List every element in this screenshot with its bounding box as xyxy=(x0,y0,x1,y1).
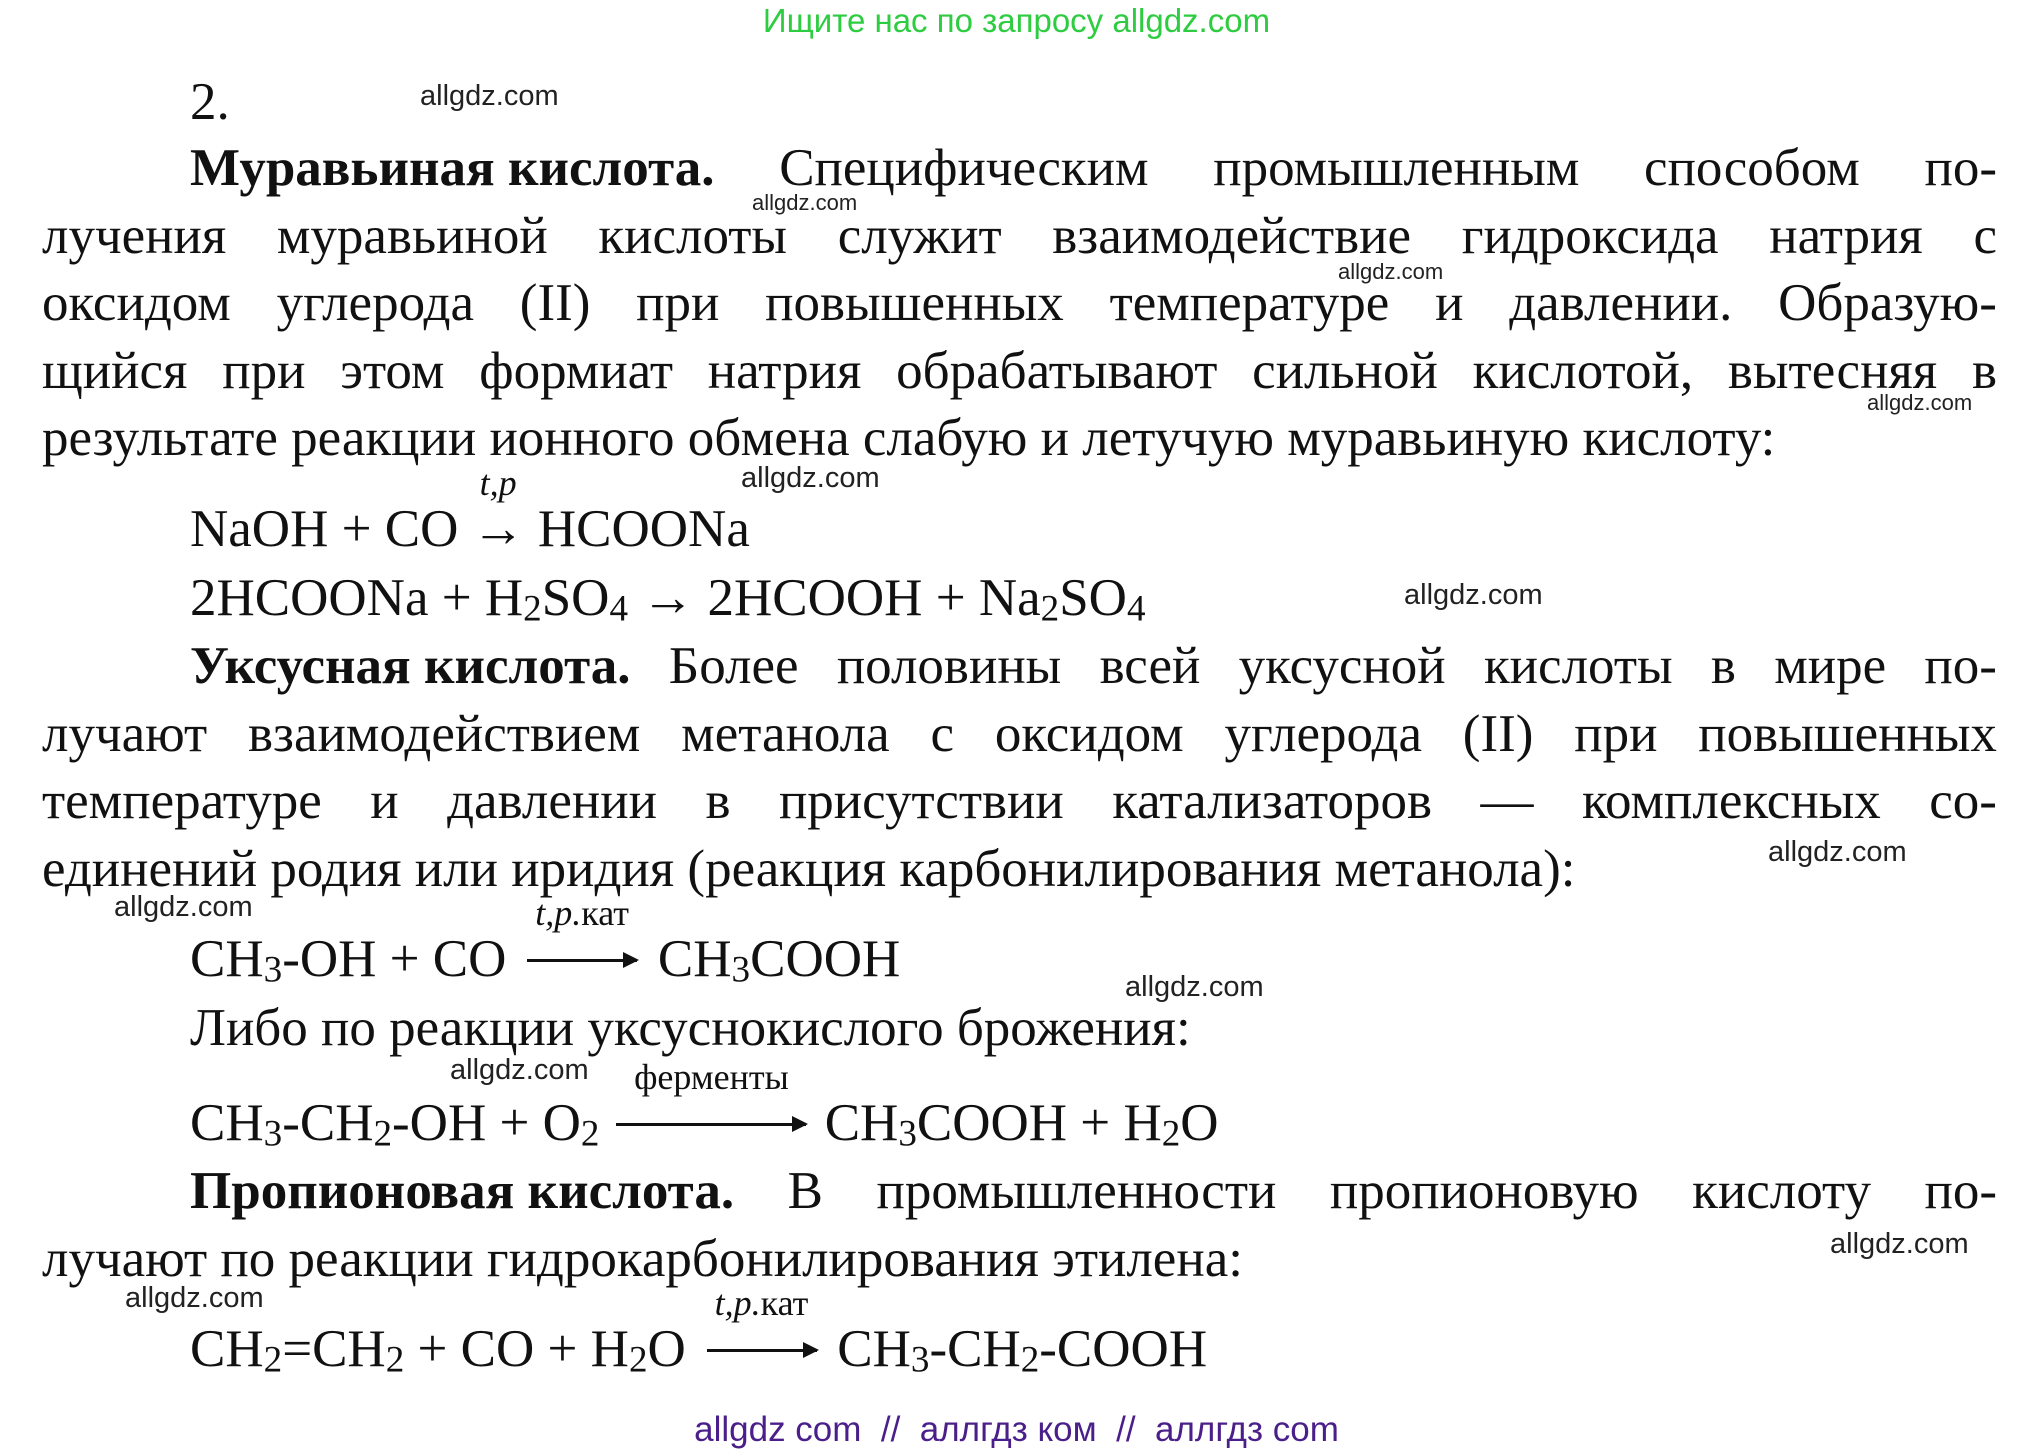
word: в xyxy=(1971,342,1997,400)
arrow-condition: t,p. xyxy=(714,1283,761,1323)
word: Специфическим xyxy=(779,139,1149,197)
watermark: allgdz.com xyxy=(125,1282,264,1314)
word: температуре xyxy=(42,772,322,830)
word: катализаторов xyxy=(1112,772,1433,830)
arrow-condition: кат xyxy=(581,893,630,933)
word: мире xyxy=(1774,637,1887,695)
word: при xyxy=(1574,705,1658,763)
formic-line-5: результате реакции ионного обмена слабую и летучую муравьиную кислоту: xyxy=(42,409,1776,467)
task-number: 2. xyxy=(190,73,230,131)
word: промышленным xyxy=(1213,139,1580,197)
word: давлении. xyxy=(1509,274,1733,332)
acetic-line-3 xyxy=(42,772,1997,830)
word: по- xyxy=(1924,139,1997,197)
word: присутствии xyxy=(778,772,1064,830)
word: кислоты xyxy=(598,207,788,265)
word: (II) xyxy=(1462,705,1534,763)
word: натрия xyxy=(1769,207,1923,265)
acetic-title: Уксусная кислота. xyxy=(190,637,631,695)
formic-line-4 xyxy=(42,342,1997,400)
word: уксусной xyxy=(1238,637,1446,695)
reaction-arrow xyxy=(520,893,645,986)
propionic-title: Пропионовая кислота. xyxy=(190,1162,735,1220)
arrow-condition: ферменты xyxy=(634,1057,789,1097)
watermark: allgdz.com xyxy=(420,80,559,112)
formic-equation-1 xyxy=(190,463,750,558)
word: по- xyxy=(1924,637,1997,695)
word: всей xyxy=(1099,637,1201,695)
word: кислоты xyxy=(1483,637,1673,695)
reaction-arrow xyxy=(611,1057,811,1150)
watermark: allgdz.com xyxy=(1830,1228,1969,1260)
word: щийся xyxy=(42,342,188,400)
word: лучают xyxy=(42,705,208,763)
acetic-alt-text: Либо по реакции уксуснокислого брожения: xyxy=(190,999,1191,1057)
word: сильной xyxy=(1252,342,1438,400)
word: служит xyxy=(837,207,1002,265)
arrow-condition: t,p. xyxy=(535,893,582,933)
word: пропионовую xyxy=(1329,1162,1639,1220)
acetic-line-2 xyxy=(42,705,1997,763)
word: повышенных xyxy=(765,274,1064,332)
top-watermark: Ищите нас по запросу allgdz.com xyxy=(762,2,1271,39)
word: взаимодействием xyxy=(248,705,641,763)
watermark: allgdz.com xyxy=(1768,836,1907,868)
formic-equation-2: 2HCOONa + $H_2SO_4$ → 2HCOOH + $Na_2SO_4$ xyxy=(190,569,1146,630)
watermark: allgdz.com xyxy=(1404,579,1543,611)
word: кислоту xyxy=(1692,1162,1871,1220)
word: вытесняя xyxy=(1727,342,1938,400)
formic-title: Муравьиная кислота. xyxy=(190,139,715,197)
word: при xyxy=(636,274,720,332)
word: в xyxy=(1710,637,1736,695)
reaction-arrow xyxy=(699,1283,824,1376)
propionic-line-1 xyxy=(190,1162,1997,1220)
propionic-line-2: лучают по реакции гидрокарбонилирования этилена: xyxy=(42,1230,1243,1288)
watermark: allgdz.com xyxy=(450,1054,589,1086)
word: комплексных xyxy=(1581,772,1881,830)
word: способом xyxy=(1644,139,1860,197)
word: со- xyxy=(1929,772,1997,830)
word: В xyxy=(787,1162,823,1220)
word: и xyxy=(370,772,399,830)
formic-line-1 xyxy=(190,139,1997,197)
watermark: allgdz.com xyxy=(1338,259,1444,284)
word: промышленности xyxy=(876,1162,1277,1220)
watermark: allgdz.com xyxy=(1125,971,1264,1003)
word: — xyxy=(1480,772,1534,830)
word: этом xyxy=(340,342,445,400)
equation-part: HCOONa xyxy=(524,500,750,558)
word: Образую- xyxy=(1778,274,1997,332)
formic-line-3 xyxy=(42,274,1997,332)
word: (II) xyxy=(519,274,591,332)
word: по- xyxy=(1924,1162,1997,1220)
acetic-line-1 xyxy=(190,637,1997,695)
word: обрабатывают xyxy=(896,342,1218,400)
watermark: allgdz.com xyxy=(752,190,858,215)
reaction-arrow: t,p → xyxy=(471,463,525,558)
word: оксидом xyxy=(994,705,1184,763)
word: углерода xyxy=(276,274,475,332)
word: формиат xyxy=(479,342,673,400)
word: с xyxy=(1973,207,1997,265)
word: с xyxy=(930,705,955,763)
word: натрия xyxy=(707,342,862,400)
word: кислотой, xyxy=(1472,342,1694,400)
word: половины xyxy=(836,637,1062,695)
formic-line-2 xyxy=(42,207,1997,265)
acetic-equation-1: $CH_3-OH$ + CO t,p.кат $CH_3COOH$ xyxy=(190,893,901,991)
watermark: allgdz.com xyxy=(114,891,253,923)
word: в xyxy=(705,772,731,830)
bottom-watermark: allgdz com // аллгдз ком // аллгдз com xyxy=(694,1410,1339,1449)
word: муравьиной xyxy=(276,207,548,265)
word: и xyxy=(1435,274,1464,332)
word: давлении xyxy=(447,772,657,830)
word: оксидом xyxy=(42,274,231,332)
word: температуре xyxy=(1109,274,1390,332)
word: повышенных xyxy=(1698,705,1997,763)
watermark: allgdz.com xyxy=(741,462,880,494)
word: метанола xyxy=(681,705,890,763)
arrow-condition: t,p xyxy=(479,463,517,503)
watermark: allgdz.com xyxy=(1867,390,1973,415)
word: лучения xyxy=(42,207,227,265)
acetic-equation-2: $CH_3-CH_2-OH + O_2$ ферменты $CH_3COOH + H_2O$ xyxy=(190,1057,1219,1155)
word: Более xyxy=(668,637,799,695)
equation-part: NaOH + CO xyxy=(190,500,472,558)
word: взаимодействие xyxy=(1052,207,1412,265)
propionic-equation: $CH_2=CH_2$ + CO + $H_2O$ t,p.кат $CH_3-CH_2$-COOH xyxy=(190,1283,1208,1381)
acetic-line-4: единений родия или иридия (реакция карбонилирования метанола): xyxy=(42,840,1576,898)
word: углерода xyxy=(1224,705,1422,763)
word: гидроксида xyxy=(1461,207,1719,265)
word: при xyxy=(222,342,306,400)
arrow-condition: кат xyxy=(760,1283,809,1323)
